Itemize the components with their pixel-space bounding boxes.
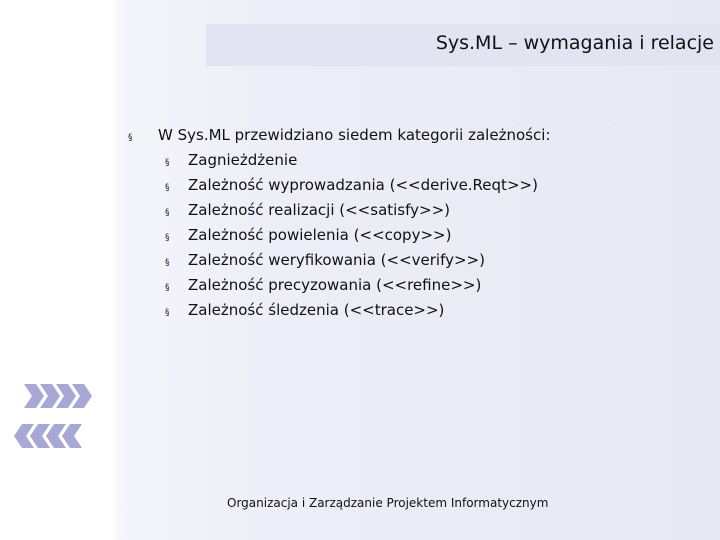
sub-bullet <box>165 226 451 244</box>
sub-bullet-text: Zależność precyzowania (<<refine>>) <box>188 276 482 294</box>
sub-bullet <box>165 276 481 294</box>
bullet-marker-icon: § <box>165 158 170 168</box>
slide-title: Sys.ML – wymagania i relacje <box>435 32 714 54</box>
bullet-marker-icon: § <box>165 258 170 268</box>
sub-bullet <box>165 151 297 169</box>
sub-bullet-text: Zależność śledzenia (<<trace>>) <box>188 301 445 319</box>
sub-bullet-text: Zagnieżdżenie <box>188 151 298 169</box>
main-bullet-text: W Sys.ML przewidziano siedem kategorii zależności: <box>158 126 551 144</box>
sub-bullet <box>165 301 444 319</box>
sub-bullet <box>165 201 450 219</box>
sub-bullet-text: Zależność wyprowadzania (<<derive.Reqt>>) <box>188 176 538 194</box>
sub-bullet-text: Zależność weryfikowania (<<verify>>) <box>188 251 485 269</box>
bullet-marker-icon: § <box>165 283 170 293</box>
slide-footer: Organizacja i Zarządzanie Projektem Informatycznym <box>227 496 549 510</box>
sub-bullet <box>165 176 538 194</box>
bullet-marker-icon: § <box>165 233 170 243</box>
bullet-marker-icon: § <box>165 308 170 318</box>
bullet-marker-icon: § <box>165 208 170 218</box>
sub-bullet <box>165 251 485 269</box>
sub-bullet-text: Zależność realizacji (<<satisfy>>) <box>188 201 451 219</box>
main-bullet <box>128 126 550 144</box>
bullet-marker-icon: § <box>165 183 170 193</box>
chevron-arrows-icon <box>14 380 104 452</box>
bullet-marker-icon: § <box>128 133 133 143</box>
sub-bullet-text: Zależność powielenia (<<copy>>) <box>188 226 452 244</box>
